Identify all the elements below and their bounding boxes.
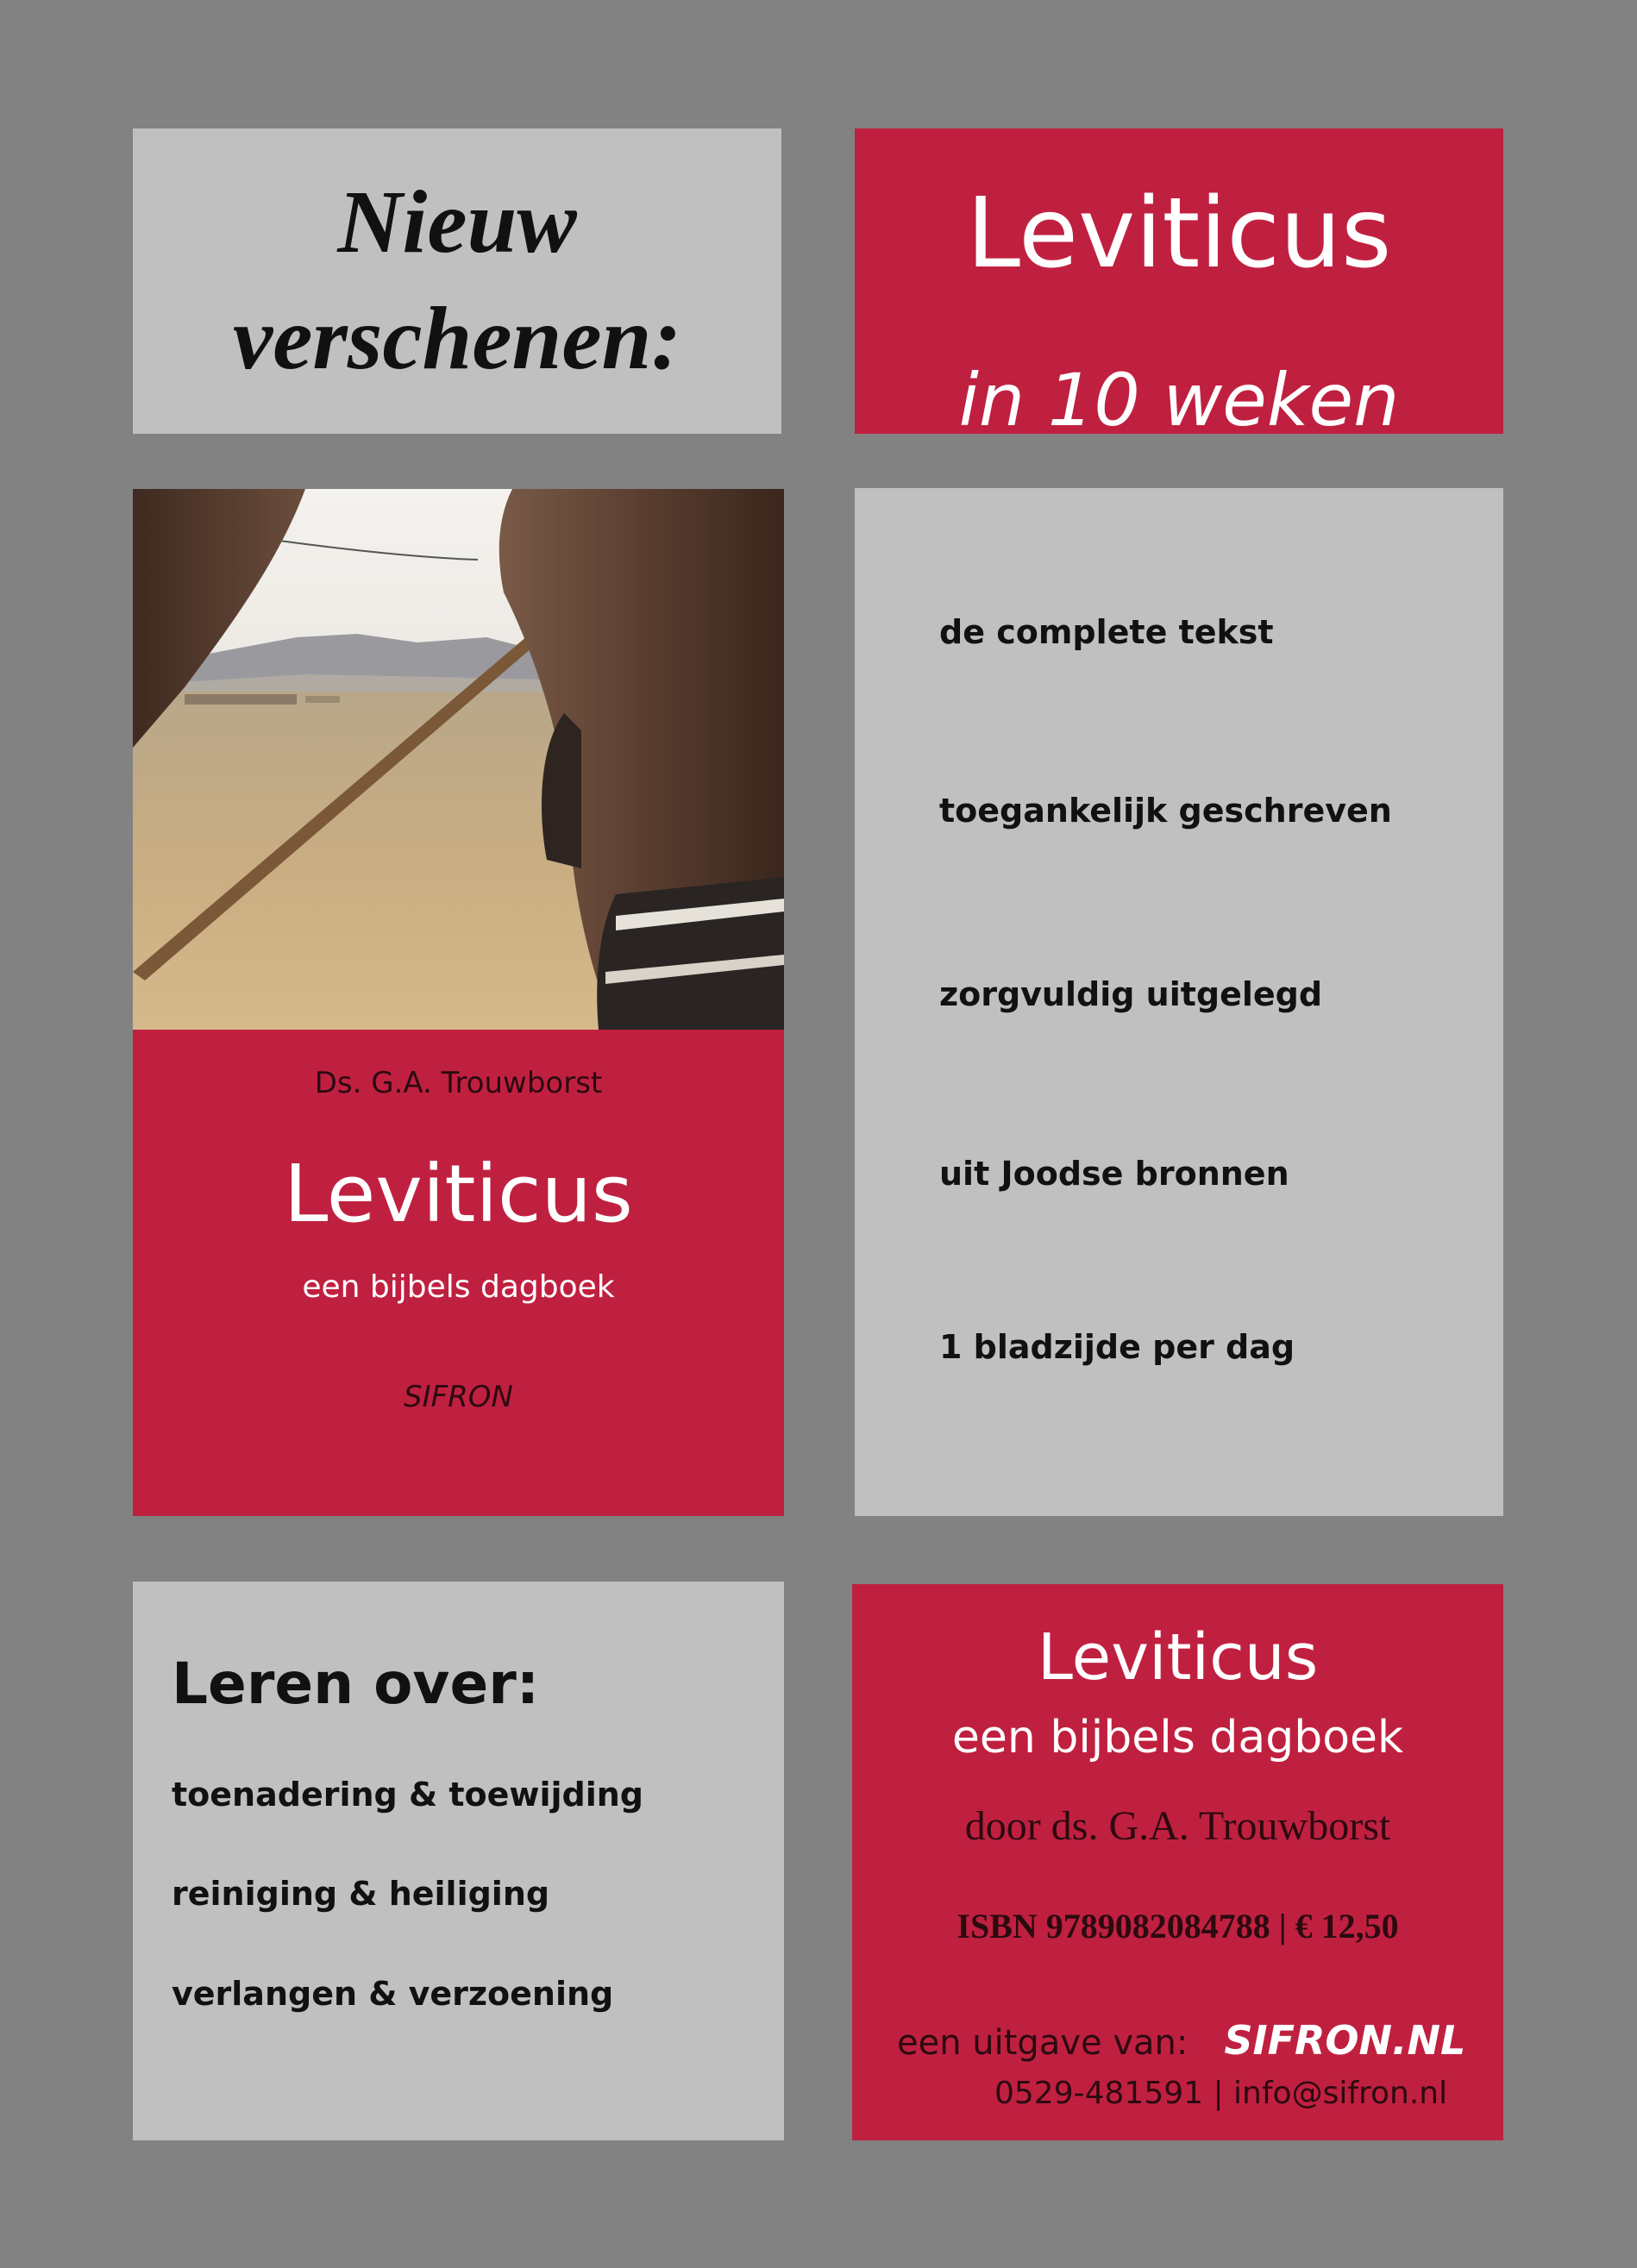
- headline-panel: [855, 128, 1503, 442]
- order-author: door ds. G.A. Trouwborst: [964, 1803, 1391, 1849]
- learn-panel: [133, 1582, 784, 2140]
- feature-item: toegankelijk geschreven: [939, 792, 1392, 830]
- cover-photo: [133, 489, 784, 1030]
- learn-heading: Leren over:: [172, 1651, 540, 1717]
- learn-topic: toenadering & toewijding: [172, 1776, 644, 1814]
- isbn-price: ISBN 9789082084788 | € 12,50: [956, 1907, 1399, 1945]
- order-panel: [852, 1584, 1503, 2140]
- publisher-label: een uitgave van:: [897, 2023, 1189, 2063]
- cover-title: Leviticus: [284, 1148, 633, 1240]
- announcement-panel: [133, 128, 781, 434]
- learn-topic: reiniging & heiliging: [172, 1875, 550, 1913]
- announcement-line-2: verschenen:: [233, 289, 681, 388]
- contact-info: 0529-481591 | info@sifron.nl: [994, 2076, 1448, 2111]
- publisher-website-link[interactable]: SIFRON.NL: [1224, 2017, 1466, 2064]
- announcement-line-1: Nieuw: [337, 172, 577, 272]
- feature-item: 1 bladzijde per dag: [939, 1328, 1295, 1366]
- publisher-row: [897, 2017, 1465, 2064]
- cover-author: Ds. G.A. Trouwborst: [314, 1066, 603, 1100]
- order-subtitle: een bijbels dagboek: [951, 1712, 1404, 1764]
- learn-topic: verlangen & verzoening: [172, 1975, 614, 2013]
- cover-publisher: SIFRON: [404, 1380, 513, 1414]
- headline-title: Leviticus: [966, 178, 1392, 290]
- headline-subtitle: in 10 weken: [958, 358, 1400, 442]
- cover-title-block: [133, 1030, 784, 1516]
- feature-item: uit Joodse bronnen: [939, 1155, 1289, 1193]
- order-title: Leviticus: [1037, 1620, 1319, 1695]
- feature-item: zorgvuldig uitgelegd: [939, 975, 1323, 1013]
- features-panel: [855, 488, 1503, 1516]
- book-cover: [133, 489, 784, 1516]
- cover-subtitle: een bijbels dagboek: [302, 1269, 615, 1305]
- feature-item: de complete tekst: [939, 613, 1274, 651]
